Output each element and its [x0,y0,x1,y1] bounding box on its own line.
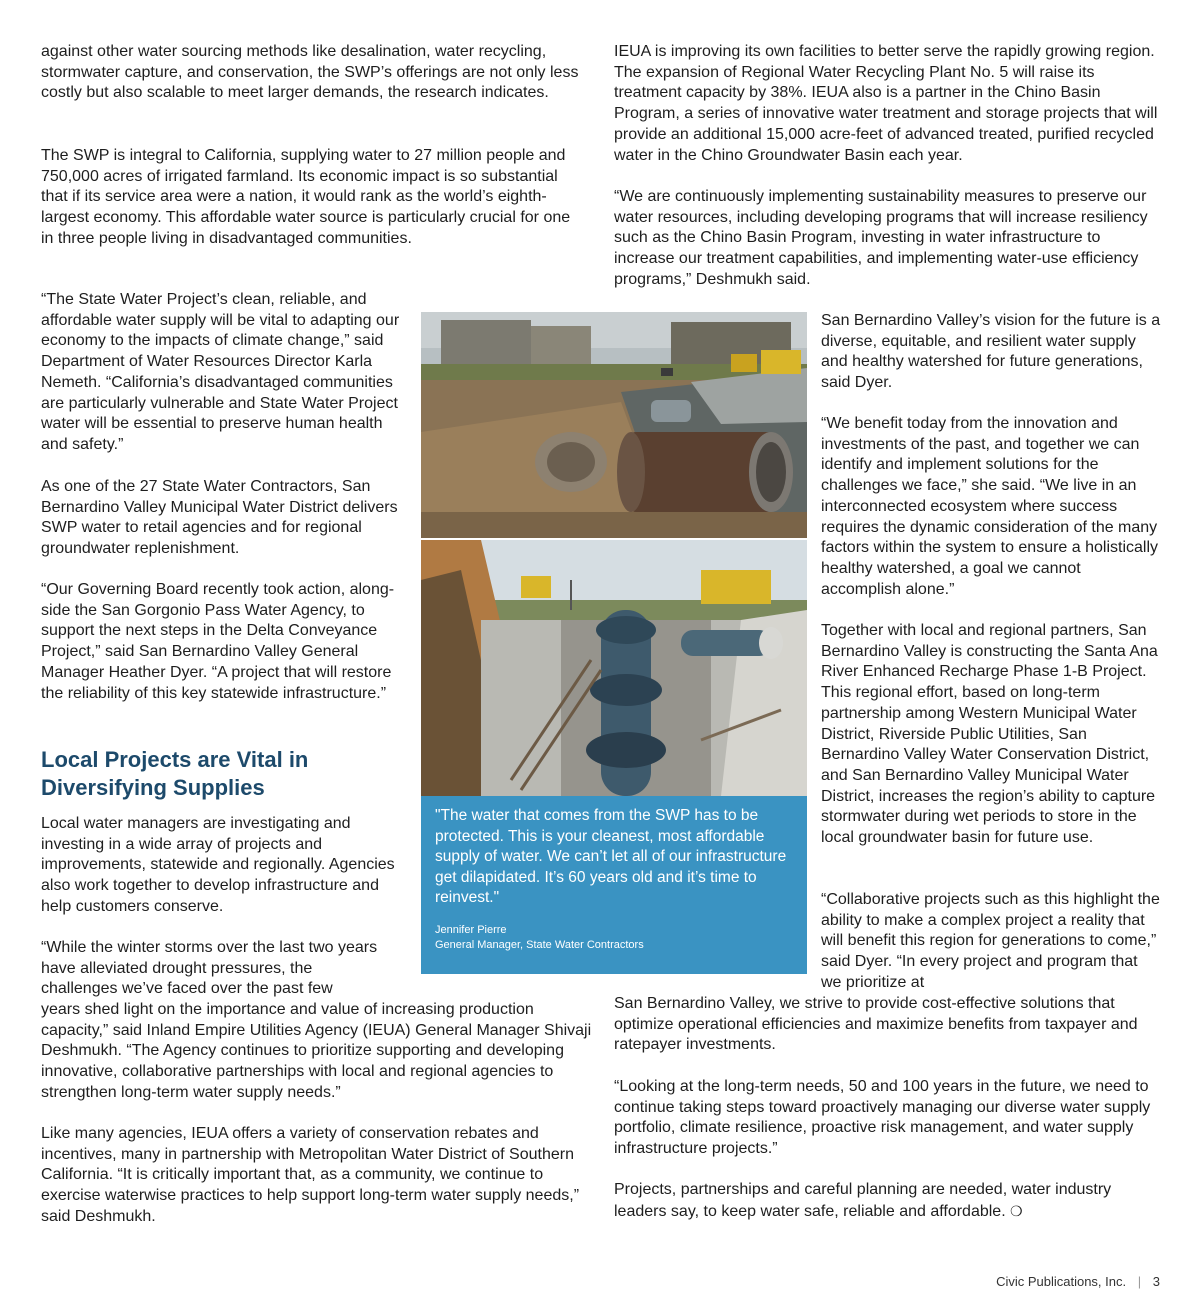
publisher-name: Civic Publications, Inc. [996,1274,1127,1289]
right-paragraph-4: “We benefit today from the innovation and investments of the past, and together we can identify and implement solutions for the challenges we face,” she said. “We live in an interconnected ecosystem where success requires the dynamic consideration of the many factors within the system to ensure a holistically healthy watershed, a goal we cannot accomplish alone.” [821,415,1159,598]
photo-pipe-excavation [421,312,807,538]
left-paragraph-3: “The State Water Project’s clean, reliable, and affordable water supply will be vital to adapting our economy to the impacts of climate change,” said Department of Water Resources Director Karla Nemeth. “California’s disadvantaged communities are particularly vulnerable and State Water Project water will be essential to preserve human health and safety.” [41,291,400,453]
left-paragraph-6: Local water managers are investigating and investing in a wide array of projects and improvements, statewide and regionally. Agencies also work together to develop infrastructure and help customers conserve. [41,815,395,915]
left-paragraph-7b: years shed light on the importance and value of increasing production capacity,” said Inland Empire Utilities Agency (IEUA) General Manager Shivaji Deshmukh. “The Agency continues to prioritize supporting and developing innovative, collaborative partnerships with local and regional agencies to strengthen long-term water supply needs.” [41,1001,592,1101]
pull-quote [421,796,807,974]
left-paragraph-1: against other water sourcing methods like desalination, water recycling, stormwater capture, and conservation, the SWP’s offerings are not only less costly but also scalable to meet larger demands, the research indicates. [41,43,579,102]
pull-quote-title: General Manager, State Water Contractors [435,938,644,951]
footer-separator: | [1137,1274,1142,1289]
right-paragraph-6b: San Bernardino Valley, we strive to provide cost-effective solutions that optimize operational efficiencies and maximize benefits from taxpayer and ratepayer investments. [614,995,1138,1054]
right-paragraph-6a: “Collaborative projects such as this highlight the ability to make a complex project a reality that will benefit this region for generations to come,” said Dyer. “In every project and program that we prioritize at [821,891,1160,991]
left-paragraph-8: Like many agencies, IEUA offers a variety of conservation rebates and incentives, many in partnership with Metropolitan Water District of Southern California. “It is critically important that, as a community, we continue to exercise waterwise practices to help support long-term water supply needs,” said Deshmukh. [41,1125,580,1225]
end-mark: ❍ [1010,1202,1023,1219]
right-paragraph-1: IEUA is improving its own facilities to better serve the rapidly growing region. The expansion of Regional Water Recycling Plant No. 5 will raise its treatment capacity by 38%. IEUA also is a partner in the Chino Basin Program, a series of innovative water treatment and storage projects that will provide an additional 15,000 acre-feet of advanced treated, purified recycled water in the Chino Groundwater Basin each year. [614,43,1158,164]
right-paragraph-7: “Looking at the long-term needs, 50 and 100 years in the future, we need to continue taking steps toward proactively managing our diverse water supply portfolio, climate resilience, proactive risk management, and water supply infrastructure projects.” [614,1078,1151,1158]
left-paragraph-7a: “While the winter storms over the last two years have alleviated drought pressures, the challenges we’ve faced over the past few [41,939,378,998]
section-heading: Local Projects are Vital in Diversifying Supplies [41,747,309,800]
pull-quote-name: Jennifer Pierre [435,923,507,936]
right-paragraph-8: Projects, partnerships and careful planning are needed, water industry leaders say, to keep water safe, reliable and affordable. ❍ [614,1181,1112,1220]
pull-quote-attribution [435,923,793,953]
right-paragraph-2: “We are continuously implementing sustainability measures to preserve our water resources, including developing programs that will increase resiliency such as the Chino Basin Program, investing in water infrastructure to increase our treatment capabilities, and implementing water-use efficiency programs,” Deshmukh said. [614,188,1148,288]
page-footer [996,1274,1160,1289]
left-paragraph-4: As one of the 27 State Water Contractors, San Bernardino Valley Municipal Water District delivers SWP water to retail agencies and for regional groundwater replenishment. [41,478,398,558]
photo-pipe-vault [421,540,807,796]
pull-quote-text: "The water that comes from the SWP has to be protected. This is your cleanest, most affordable supply of water. We can’t let all of our infrastructure get dilapidated. It’s 60 years old and it’s time to reinvest." [435,807,787,907]
left-paragraph-5: “Our Governing Board recently took action, along-side the San Gorgonio Pass Water Agency, to support the next steps in the Delta Conveyance Project,” said San Bernardino Valley General Manager Heather Dyer. “A project that will restore the reliability of this key statewide infrastructure.” [41,581,395,702]
page-number: 3 [1152,1274,1160,1289]
right-paragraph-5: Together with local and regional partners, San Bernardino Valley is constructing the Santa Ana River Enhanced Recharge Phase 1-B Project. This regional effort, based on long-term partnership among Western Municipal Water District, Riverside Public Utilities, San Bernardino Valley Water Conservation District, and San Bernardino Valley Municipal Water District, increases the region’s ability to capture stormwater during wet periods to store in the local groundwater basin for future use. [821,622,1158,847]
right-paragraph-3: San Bernardino Valley’s vision for the future is a diverse, equitable, and resilient water supply and healthy watershed for future generations, said Dyer. [821,312,1161,392]
left-paragraph-2: The SWP is integral to California, supplying water to 27 million people and 750,000 acres of irrigated farmland. Its economic impact is so substantial that if its service area were a nation, it would rank as the world’s eighth-largest economy. This affordable water source is particularly crucial for one in three people living in disadvantaged communities. [41,147,571,247]
